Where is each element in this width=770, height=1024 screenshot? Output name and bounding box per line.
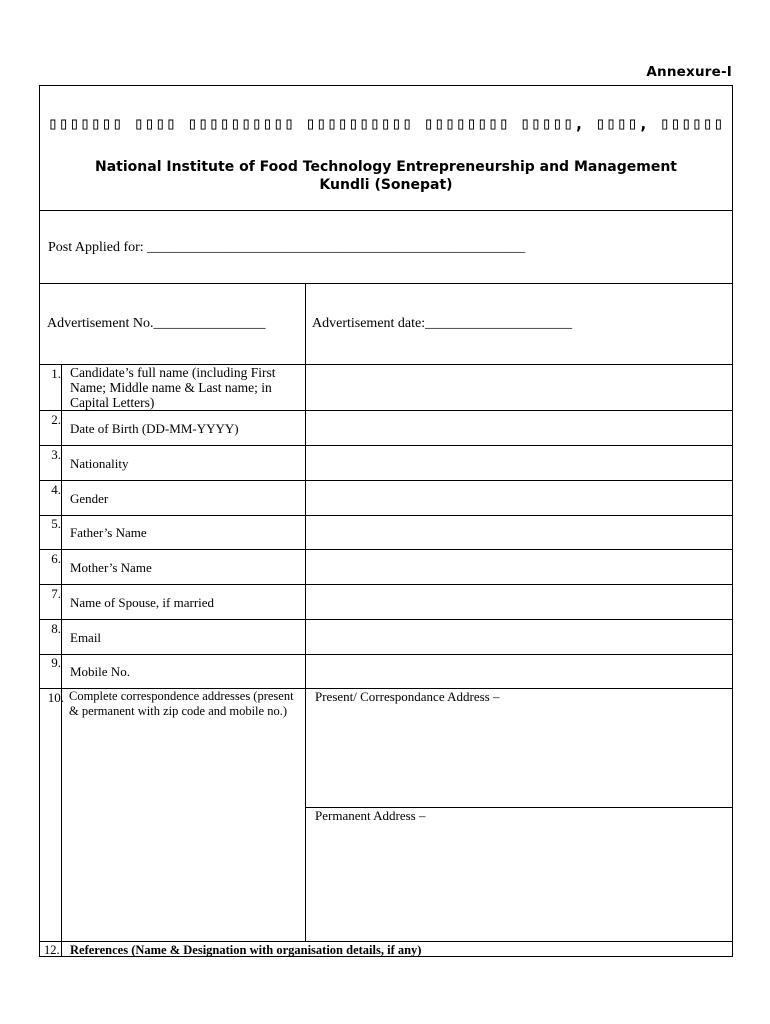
references-divider <box>39 941 733 942</box>
row-number: 10. <box>47 690 64 705</box>
institute-title-line2: Kundli (Sonepat) <box>319 177 453 193</box>
row-number: 5. <box>51 516 61 531</box>
permanent-address-field[interactable]: Permanent Address – <box>315 808 426 823</box>
row-number: 1. <box>51 366 61 381</box>
row-number: 2. <box>51 412 61 427</box>
institute-title-line1: National Institute of Food Technology Entrepreneurship and Management <box>95 159 677 175</box>
row-number: 9. <box>51 655 61 670</box>
row-divider-4 <box>39 515 733 516</box>
row-divider-7 <box>39 619 733 620</box>
post-applied-field[interactable]: Post Applied for: ______________________________________________________ <box>48 240 526 255</box>
outer-top-border <box>39 85 733 86</box>
row-divider-2 <box>39 445 733 446</box>
advertisement-no-field[interactable]: Advertisement No.________________ <box>47 316 266 331</box>
row-divider-3 <box>39 480 733 481</box>
annexure-label: Annexure-I <box>646 64 732 80</box>
institute-title-english <box>40 158 732 194</box>
mobile-label: Mobile No. <box>70 664 130 679</box>
fathers-name-label: Father’s Name <box>70 525 147 540</box>
row-number: 3. <box>51 447 61 462</box>
header-divider <box>39 210 733 211</box>
row-number: 7. <box>51 586 61 601</box>
row-number: 6. <box>51 551 61 566</box>
row-divider-1 <box>39 410 733 411</box>
post-divider <box>39 283 733 284</box>
gender-label: Gender <box>70 491 109 506</box>
row-divider-8 <box>39 654 733 655</box>
full-name-label: Candidate’s full name (including First Name; Middle name & Last name; in Capital Letters) <box>70 365 276 410</box>
institute-title-hindi: ▯▯▯▯▯▯▯ ▯▯▯▯ ▯▯▯▯▯▯▯▯▯▯ ▯▯▯▯▯▯▯▯▯▯ ▯▯▯▯▯▯▯▯ ▯▯▯▯▯, ▯▯▯▯, ▯▯▯▯▯▯ <box>47 114 725 134</box>
row-divider-6 <box>39 584 733 585</box>
advertisement-date-field[interactable]: Advertisement date:_____________________ <box>312 316 573 331</box>
middle-column-divider <box>305 283 306 942</box>
row-number: 4. <box>51 482 61 497</box>
email-label: Email <box>70 630 102 645</box>
references-number: 12. <box>44 943 60 957</box>
outer-right-border <box>732 85 733 957</box>
address-label: Complete correspondence addresses (present & permanent with zip code and mobile no.) <box>69 689 294 718</box>
mothers-name-label: Mother’s Name <box>70 560 152 575</box>
number-column-divider <box>61 364 62 956</box>
nationality-label: Nationality <box>70 456 129 471</box>
row-number: 8. <box>51 621 61 636</box>
spouse-name-label: Name of Spouse, if married <box>70 595 215 610</box>
present-address-field[interactable]: Present/ Correspondance Address – <box>315 689 500 704</box>
dob-label: Date of Birth (DD-MM-YYYY) <box>70 421 239 436</box>
row-divider-5 <box>39 549 733 550</box>
references-label: References (Name & Designation with organisation details, if any) <box>70 943 422 957</box>
